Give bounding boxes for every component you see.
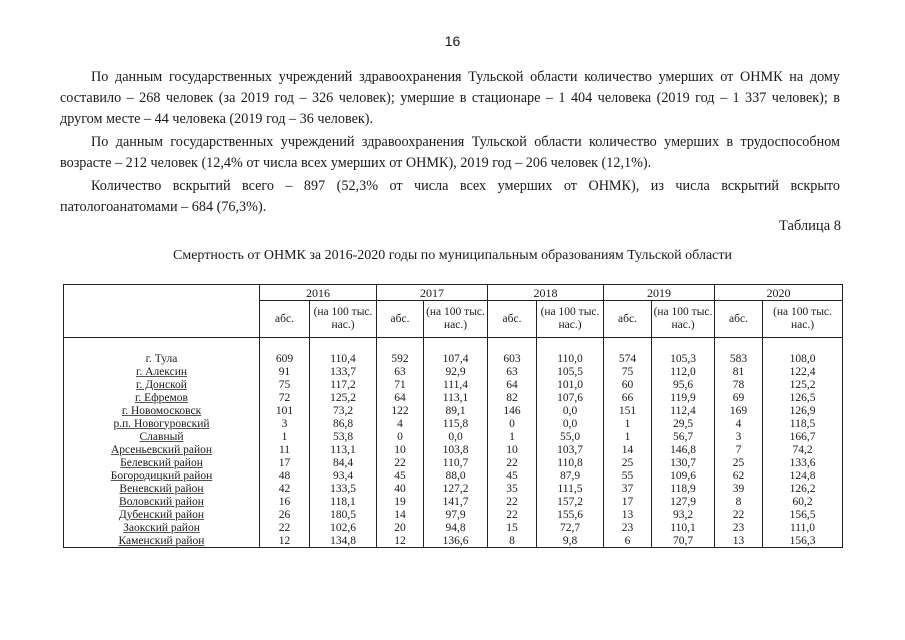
- rate-value: 29,5: [652, 417, 715, 430]
- abs-value: 10: [377, 443, 424, 456]
- rate-value: 107,6: [537, 391, 604, 404]
- abs-value: 19: [377, 495, 424, 508]
- table-row: [64, 391, 843, 404]
- rate-value: 110,7: [424, 456, 488, 469]
- rate-value: 134,8: [310, 534, 377, 548]
- rate-value: 88,0: [424, 469, 488, 482]
- paragraph: Количество вскрытий всего – 897 (52,3% от числа всех умерших от ОНМК), из числа вскрытий вскрыто патологоанатомами – 684 (76,3%).: [60, 178, 840, 215]
- rate-value: 122,4: [763, 365, 843, 378]
- rate-value: 55,0: [537, 430, 604, 443]
- abs-value: 4: [715, 417, 763, 430]
- rate-value: 118,1: [310, 495, 377, 508]
- rate-value: 89,1: [424, 404, 488, 417]
- abs-value: 609: [260, 352, 310, 365]
- district-name: г. Новомосковск: [64, 404, 260, 417]
- rate-value: 113,1: [424, 391, 488, 404]
- rate-value: 109,6: [652, 469, 715, 482]
- abs-value: 82: [488, 391, 537, 404]
- table-row: [64, 365, 843, 378]
- rate-value: 156,3: [763, 534, 843, 548]
- rate-value: 113,1: [310, 443, 377, 456]
- rate-value: 107,4: [424, 352, 488, 365]
- table-row: [64, 352, 843, 365]
- abs-header: абс.: [604, 301, 652, 338]
- rate-value: 126,9: [763, 404, 843, 417]
- table-row: [64, 417, 843, 430]
- rate-value: 156,5: [763, 508, 843, 521]
- abs-value: 78: [715, 378, 763, 391]
- abs-value: 17: [260, 456, 310, 469]
- abs-value: 169: [715, 404, 763, 417]
- rate-value: 87,9: [537, 469, 604, 482]
- district-name: Богородицкий район: [64, 469, 260, 482]
- abs-value: 8: [488, 534, 537, 548]
- table-row: [64, 443, 843, 456]
- rate-value: 101,0: [537, 378, 604, 391]
- abs-value: 69: [715, 391, 763, 404]
- rate-value: 70,7: [652, 534, 715, 548]
- abs-value: 22: [488, 495, 537, 508]
- rate-value: 111,4: [424, 378, 488, 391]
- rate-value: 108,0: [763, 352, 843, 365]
- abs-value: 91: [260, 365, 310, 378]
- abs-value: 71: [377, 378, 424, 391]
- rate-value: 56,7: [652, 430, 715, 443]
- rate-value: 127,2: [424, 482, 488, 495]
- district-name: Веневский район: [64, 482, 260, 495]
- rate-value: 118,5: [763, 417, 843, 430]
- rate-value: 0,0: [537, 417, 604, 430]
- rate-value: 133,7: [310, 365, 377, 378]
- year-header: 2020: [715, 285, 843, 301]
- rate-value: 125,2: [310, 391, 377, 404]
- abs-value: 14: [604, 443, 652, 456]
- abs-value: 13: [604, 508, 652, 521]
- district-name: Заокский район: [64, 521, 260, 534]
- page-number: 16: [444, 33, 461, 49]
- mortality-table: [63, 284, 843, 548]
- rate-value: 157,2: [537, 495, 604, 508]
- abs-header: абс.: [377, 301, 424, 338]
- abs-header: абс.: [260, 301, 310, 338]
- district-name: Белевский район: [64, 456, 260, 469]
- rate-value: 0,0: [537, 404, 604, 417]
- rate-value: 119,9: [652, 391, 715, 404]
- rate-value: 86,8: [310, 417, 377, 430]
- rate-value: 117,2: [310, 378, 377, 391]
- abs-value: 63: [488, 365, 537, 378]
- table-body: [64, 352, 843, 548]
- abs-value: 101: [260, 404, 310, 417]
- abs-value: 48: [260, 469, 310, 482]
- rate-value: 125,2: [763, 378, 843, 391]
- table-row: [64, 495, 843, 508]
- district-name: Каменский район: [64, 534, 260, 548]
- table-row: [64, 482, 843, 495]
- table-row: [64, 378, 843, 391]
- table-label: Таблица 8: [778, 218, 841, 234]
- abs-value: 75: [604, 365, 652, 378]
- rate-value: 53,8: [310, 430, 377, 443]
- abs-value: 64: [377, 391, 424, 404]
- abs-value: 45: [377, 469, 424, 482]
- abs-value: 592: [377, 352, 424, 365]
- abs-value: 1: [488, 430, 537, 443]
- rate-value: 127,9: [652, 495, 715, 508]
- paragraph: По данным государственных учреждений здравоохранения Тульской области количество умерших в трудоспособном возрасте – 212 человек (12,4% от числа всех умерших от ОНМК), 2019 год – 206 человек (12,1%).: [60, 134, 840, 171]
- abs-value: 12: [377, 534, 424, 548]
- rate-value: 84,4: [310, 456, 377, 469]
- paragraph: По данным государственных учреждений здравоохранения Тульской области количество умерших от ОНМК на дому составило – 268 человек (за 2019 год – 326 человек); умершие в стационаре – 1 404 человека (2019 год – 1 337 человек); в другом месте – 44 человека (2019 год – 36 человек).: [60, 69, 840, 127]
- rate-value: 94,8: [424, 521, 488, 534]
- year-header: 2017: [377, 285, 488, 301]
- rate-value: 9,8: [537, 534, 604, 548]
- rate-value: 133,6: [763, 456, 843, 469]
- abs-value: 60: [604, 378, 652, 391]
- abs-value: 64: [488, 378, 537, 391]
- abs-value: 63: [377, 365, 424, 378]
- rate-value: 0,0: [424, 430, 488, 443]
- rate-value: 146,8: [652, 443, 715, 456]
- abs-value: 1: [604, 430, 652, 443]
- year-header: 2019: [604, 285, 715, 301]
- district-name: Воловский район: [64, 495, 260, 508]
- abs-value: 22: [488, 508, 537, 521]
- abs-value: 14: [377, 508, 424, 521]
- abs-header: абс.: [488, 301, 537, 338]
- rate-value: 126,2: [763, 482, 843, 495]
- table-row: [64, 404, 843, 417]
- abs-value: 20: [377, 521, 424, 534]
- rate-value: 111,0: [763, 521, 843, 534]
- abs-value: 22: [715, 508, 763, 521]
- rate-value: 124,8: [763, 469, 843, 482]
- year-header-row: [64, 285, 843, 301]
- abs-value: 1: [604, 417, 652, 430]
- abs-value: 12: [260, 534, 310, 548]
- rate-header: (на 100 тыс. нас.): [310, 301, 377, 338]
- rate-value: 72,7: [537, 521, 604, 534]
- rate-value: 97,9: [424, 508, 488, 521]
- rate-value: 130,7: [652, 456, 715, 469]
- rate-value: 105,3: [652, 352, 715, 365]
- abs-value: 0: [488, 417, 537, 430]
- rate-value: 93,4: [310, 469, 377, 482]
- abs-value: 151: [604, 404, 652, 417]
- abs-value: 6: [604, 534, 652, 548]
- district-name: р.п. Новогуровский: [64, 417, 260, 430]
- district-name: Дубенский район: [64, 508, 260, 521]
- abs-value: 75: [260, 378, 310, 391]
- district-name: г. Донской: [64, 378, 260, 391]
- rate-value: 110,8: [537, 456, 604, 469]
- abs-value: 35: [488, 482, 537, 495]
- rate-value: 166,7: [763, 430, 843, 443]
- district-name: Славный: [64, 430, 260, 443]
- rate-header: (на 100 тыс. нас.): [652, 301, 715, 338]
- rate-value: 112,0: [652, 365, 715, 378]
- rate-value: 136,6: [424, 534, 488, 548]
- abs-value: 7: [715, 443, 763, 456]
- district-name: г. Алексин: [64, 365, 260, 378]
- abs-value: 25: [604, 456, 652, 469]
- table-row: [64, 456, 843, 469]
- abs-value: 22: [377, 456, 424, 469]
- abs-value: 42: [260, 482, 310, 495]
- abs-value: 583: [715, 352, 763, 365]
- abs-value: 26: [260, 508, 310, 521]
- abs-value: 23: [604, 521, 652, 534]
- abs-value: 122: [377, 404, 424, 417]
- rate-value: 73,2: [310, 404, 377, 417]
- abs-value: 37: [604, 482, 652, 495]
- abs-value: 25: [715, 456, 763, 469]
- abs-value: 62: [715, 469, 763, 482]
- abs-value: 603: [488, 352, 537, 365]
- abs-value: 72: [260, 391, 310, 404]
- rate-header: (на 100 тыс. нас.): [537, 301, 604, 338]
- abs-value: 22: [488, 456, 537, 469]
- rate-value: 105,5: [537, 365, 604, 378]
- table-row: [64, 534, 843, 548]
- abs-value: 15: [488, 521, 537, 534]
- rate-value: 133,5: [310, 482, 377, 495]
- abs-value: 22: [260, 521, 310, 534]
- abs-value: 81: [715, 365, 763, 378]
- abs-value: 16: [260, 495, 310, 508]
- abs-value: 3: [260, 417, 310, 430]
- rate-value: 74,2: [763, 443, 843, 456]
- district-name: Арсеньевский район: [64, 443, 260, 456]
- abs-value: 1: [260, 430, 310, 443]
- table-row: [64, 469, 843, 482]
- rate-header: (на 100 тыс. нас.): [424, 301, 488, 338]
- rate-value: 155,6: [537, 508, 604, 521]
- abs-value: 45: [488, 469, 537, 482]
- rate-value: 93,2: [652, 508, 715, 521]
- abs-value: 11: [260, 443, 310, 456]
- rate-value: 115,8: [424, 417, 488, 430]
- rate-value: 102,6: [310, 521, 377, 534]
- district-column-header: [64, 285, 260, 338]
- table-title: Смертность от ОНМК за 2016-2020 годы по муниципальным образованиям Тульской области: [173, 248, 732, 263]
- body-text: [60, 67, 840, 220]
- rate-value: 92,9: [424, 365, 488, 378]
- rate-value: 110,1: [652, 521, 715, 534]
- rate-value: 180,5: [310, 508, 377, 521]
- rate-value: 126,5: [763, 391, 843, 404]
- abs-value: 40: [377, 482, 424, 495]
- abs-header: абс.: [715, 301, 763, 338]
- abs-value: 55: [604, 469, 652, 482]
- abs-value: 10: [488, 443, 537, 456]
- abs-value: 39: [715, 482, 763, 495]
- rate-value: 110,0: [537, 352, 604, 365]
- rate-value: 110,4: [310, 352, 377, 365]
- year-header: 2018: [488, 285, 604, 301]
- rate-value: 112,4: [652, 404, 715, 417]
- rate-header: (на 100 тыс. нас.): [763, 301, 843, 338]
- abs-value: 23: [715, 521, 763, 534]
- district-name: г. Ефремов: [64, 391, 260, 404]
- abs-value: 8: [715, 495, 763, 508]
- district-name: г. Тула: [64, 352, 260, 365]
- rate-value: 141,7: [424, 495, 488, 508]
- abs-value: 0: [377, 430, 424, 443]
- spacer-row: [64, 338, 843, 353]
- table-row: [64, 430, 843, 443]
- rate-value: 95,6: [652, 378, 715, 391]
- abs-value: 13: [715, 534, 763, 548]
- table-row: [64, 508, 843, 521]
- abs-value: 3: [715, 430, 763, 443]
- table-row: [64, 521, 843, 534]
- rate-value: 103,8: [424, 443, 488, 456]
- abs-value: 66: [604, 391, 652, 404]
- abs-value: 574: [604, 352, 652, 365]
- abs-value: 4: [377, 417, 424, 430]
- rate-value: 60,2: [763, 495, 843, 508]
- year-header: 2016: [260, 285, 377, 301]
- rate-value: 103,7: [537, 443, 604, 456]
- rate-value: 118,9: [652, 482, 715, 495]
- abs-value: 17: [604, 495, 652, 508]
- rate-value: 111,5: [537, 482, 604, 495]
- abs-value: 146: [488, 404, 537, 417]
